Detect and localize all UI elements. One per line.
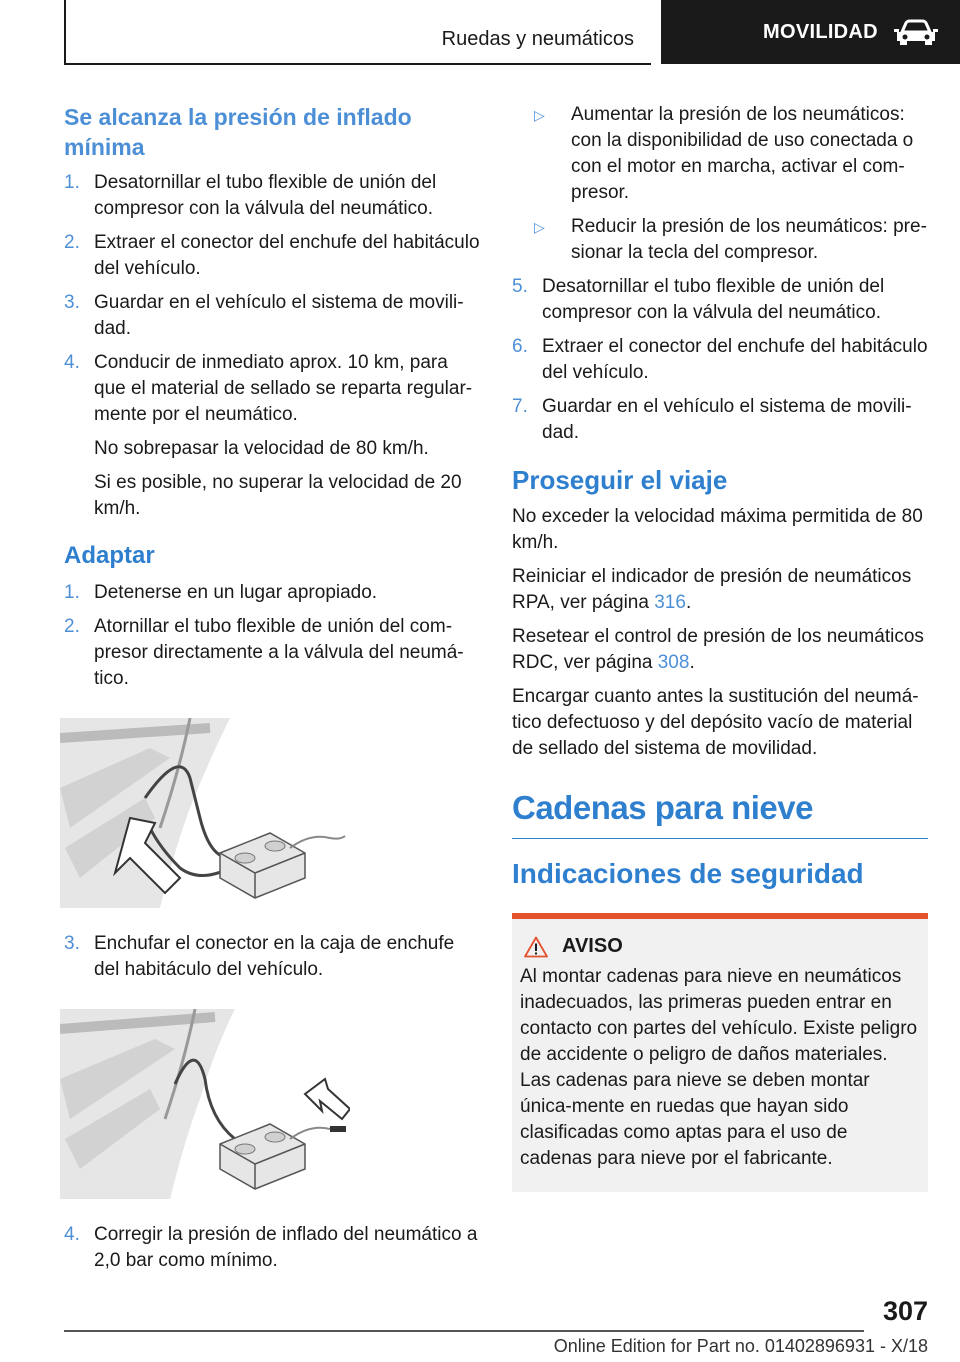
paragraph-text: Reiniciar el indicador de presión de neumáticos RPA, ver página — [512, 566, 912, 613]
section-heading-min-pressure: Se alcanza la presión de inflado mínima — [64, 104, 412, 160]
step-number: 4. — [64, 352, 80, 373]
footer-edition: Online Edition for Part no. 01402896931 - X/18 — [553, 1336, 928, 1356]
step-text: Extraer el conector del enchufe del habitáculo del vehículo. — [542, 336, 928, 383]
section-heading-continue: Proseguir el viaje — [512, 465, 728, 495]
list-item — [64, 170, 482, 222]
list-item — [512, 274, 928, 326]
list-item — [64, 1222, 482, 1274]
step-text: Guardar en el vehículo el sistema de movili-dad. — [542, 396, 912, 443]
illustration-compressor-socket — [60, 1009, 350, 1199]
step-text: Enchufar el conector en la caja de enchufe del habitáculo del vehículo. — [94, 933, 455, 980]
illustration-compressor-valve — [60, 718, 350, 908]
warning-box — [512, 919, 928, 1192]
list-item — [64, 931, 482, 983]
list-item — [64, 580, 482, 606]
step-text: Extraer el conector del enchufe del habitáculo del vehículo. — [94, 232, 480, 279]
page-link-308[interactable]: 308 — [657, 652, 690, 673]
list-item — [512, 334, 928, 386]
step-note: Si es posible, no superar la velocidad de 20 km/h. — [94, 472, 462, 519]
page-link-316[interactable]: 316 — [654, 592, 686, 613]
list-item — [512, 394, 928, 446]
step-text: Detenerse en un lugar apropiado. — [94, 582, 378, 603]
right-column — [512, 102, 928, 1192]
step-number: 4. — [64, 1224, 80, 1245]
list-item — [534, 214, 928, 266]
step-text: Guardar en el vehículo el sistema de movili-dad. — [94, 292, 464, 339]
warning-triangle-icon — [524, 936, 548, 958]
car-icon — [894, 18, 938, 46]
paragraph: Encargar cuanto antes la sustitución del neumá-tico defectuoso y del depósito vacío de material de sellado del sistema de movilidad. — [512, 686, 919, 759]
step-number: 1. — [64, 582, 80, 603]
paragraph — [512, 564, 928, 616]
step-number: 2. — [64, 232, 80, 253]
step-number: 6. — [512, 336, 528, 357]
warning-text: Al montar cadenas para nieve en neumáticos inadecuados, las primeras pueden entrar en contacto con partes del vehículo. Existe peligro de accidente o peligro de daños materiales. Las cadenas para nieve se deben montar única-mente en ruedas que hayan sido clasificadas como aptas para el uso de cadenas para nieve por el fabricante. — [520, 966, 918, 1169]
bullet-text: Aumentar la presión de los neumáticos: con la disponibilidad de uso conectada o con el motor en marcha, activar el com-presor. — [571, 104, 914, 203]
header-bottom-rule — [64, 63, 651, 65]
step-number: 7. — [512, 396, 528, 417]
page-number: 307 — [882, 1296, 928, 1326]
step-text: Desatornillar el tubo flexible de unión del compresor con la válvula del neumático. — [94, 172, 437, 219]
list-item — [64, 230, 482, 282]
paragraph: No exceder la velocidad máxima permitida de 80 km/h. — [512, 506, 923, 553]
section-heading-adapt: Adaptar — [64, 542, 155, 569]
paragraph — [512, 624, 928, 676]
step-note: No sobrepasar la velocidad de 80 km/h. — [94, 438, 429, 459]
step-text: Desatornillar el tubo flexible de unión del compresor con la válvula del neumático. — [542, 276, 885, 323]
triangle-bullet-icon: ▷ — [534, 219, 545, 235]
header-section-title: Ruedas y neumáticos — [441, 28, 634, 50]
triangle-bullet-icon: ▷ — [534, 107, 545, 123]
paragraph-text: . — [685, 592, 692, 613]
step-number: 2. — [64, 616, 80, 637]
left-column — [64, 102, 482, 1282]
bullet-text: Reducir la presión de los neumáticos: pre-sionar la tecla del compresor. — [571, 216, 927, 263]
paragraph-text: Resetear el control de presión de los neumáticos RDC, ver página — [512, 626, 924, 673]
paragraph-text: . — [689, 652, 695, 673]
step-text: Atornillar el tubo flexible de unión del com-presor directamente a la válvula del neumá-tico. — [94, 616, 464, 689]
step-number: 3. — [64, 933, 80, 954]
footer-rule — [64, 1330, 864, 1332]
step-text: Corregir la presión de inflado del neumático a 2,0 bar como mínimo. — [94, 1224, 478, 1271]
list-item — [534, 102, 928, 206]
section-heading-safety: Indicaciones de seguridad — [512, 858, 864, 889]
list-item — [64, 614, 482, 692]
warning-title — [524, 935, 920, 958]
list-item — [64, 350, 482, 428]
step-number: 1. — [64, 172, 80, 193]
step-number: 3. — [64, 292, 80, 313]
header-chapter-label: MOVILIDAD — [763, 20, 878, 43]
step-text: Conducir de inmediato aprox. 10 km, para que el material de sellado se reparta regular-mente por el neumático. — [94, 352, 473, 425]
warning-label: AVISO — [562, 935, 623, 957]
step-number: 5. — [512, 276, 528, 297]
header-chapter-tab[interactable] — [661, 0, 960, 64]
chapter-heading-snow-chains: Cadenas para nieve — [512, 788, 928, 839]
list-item — [64, 290, 482, 342]
